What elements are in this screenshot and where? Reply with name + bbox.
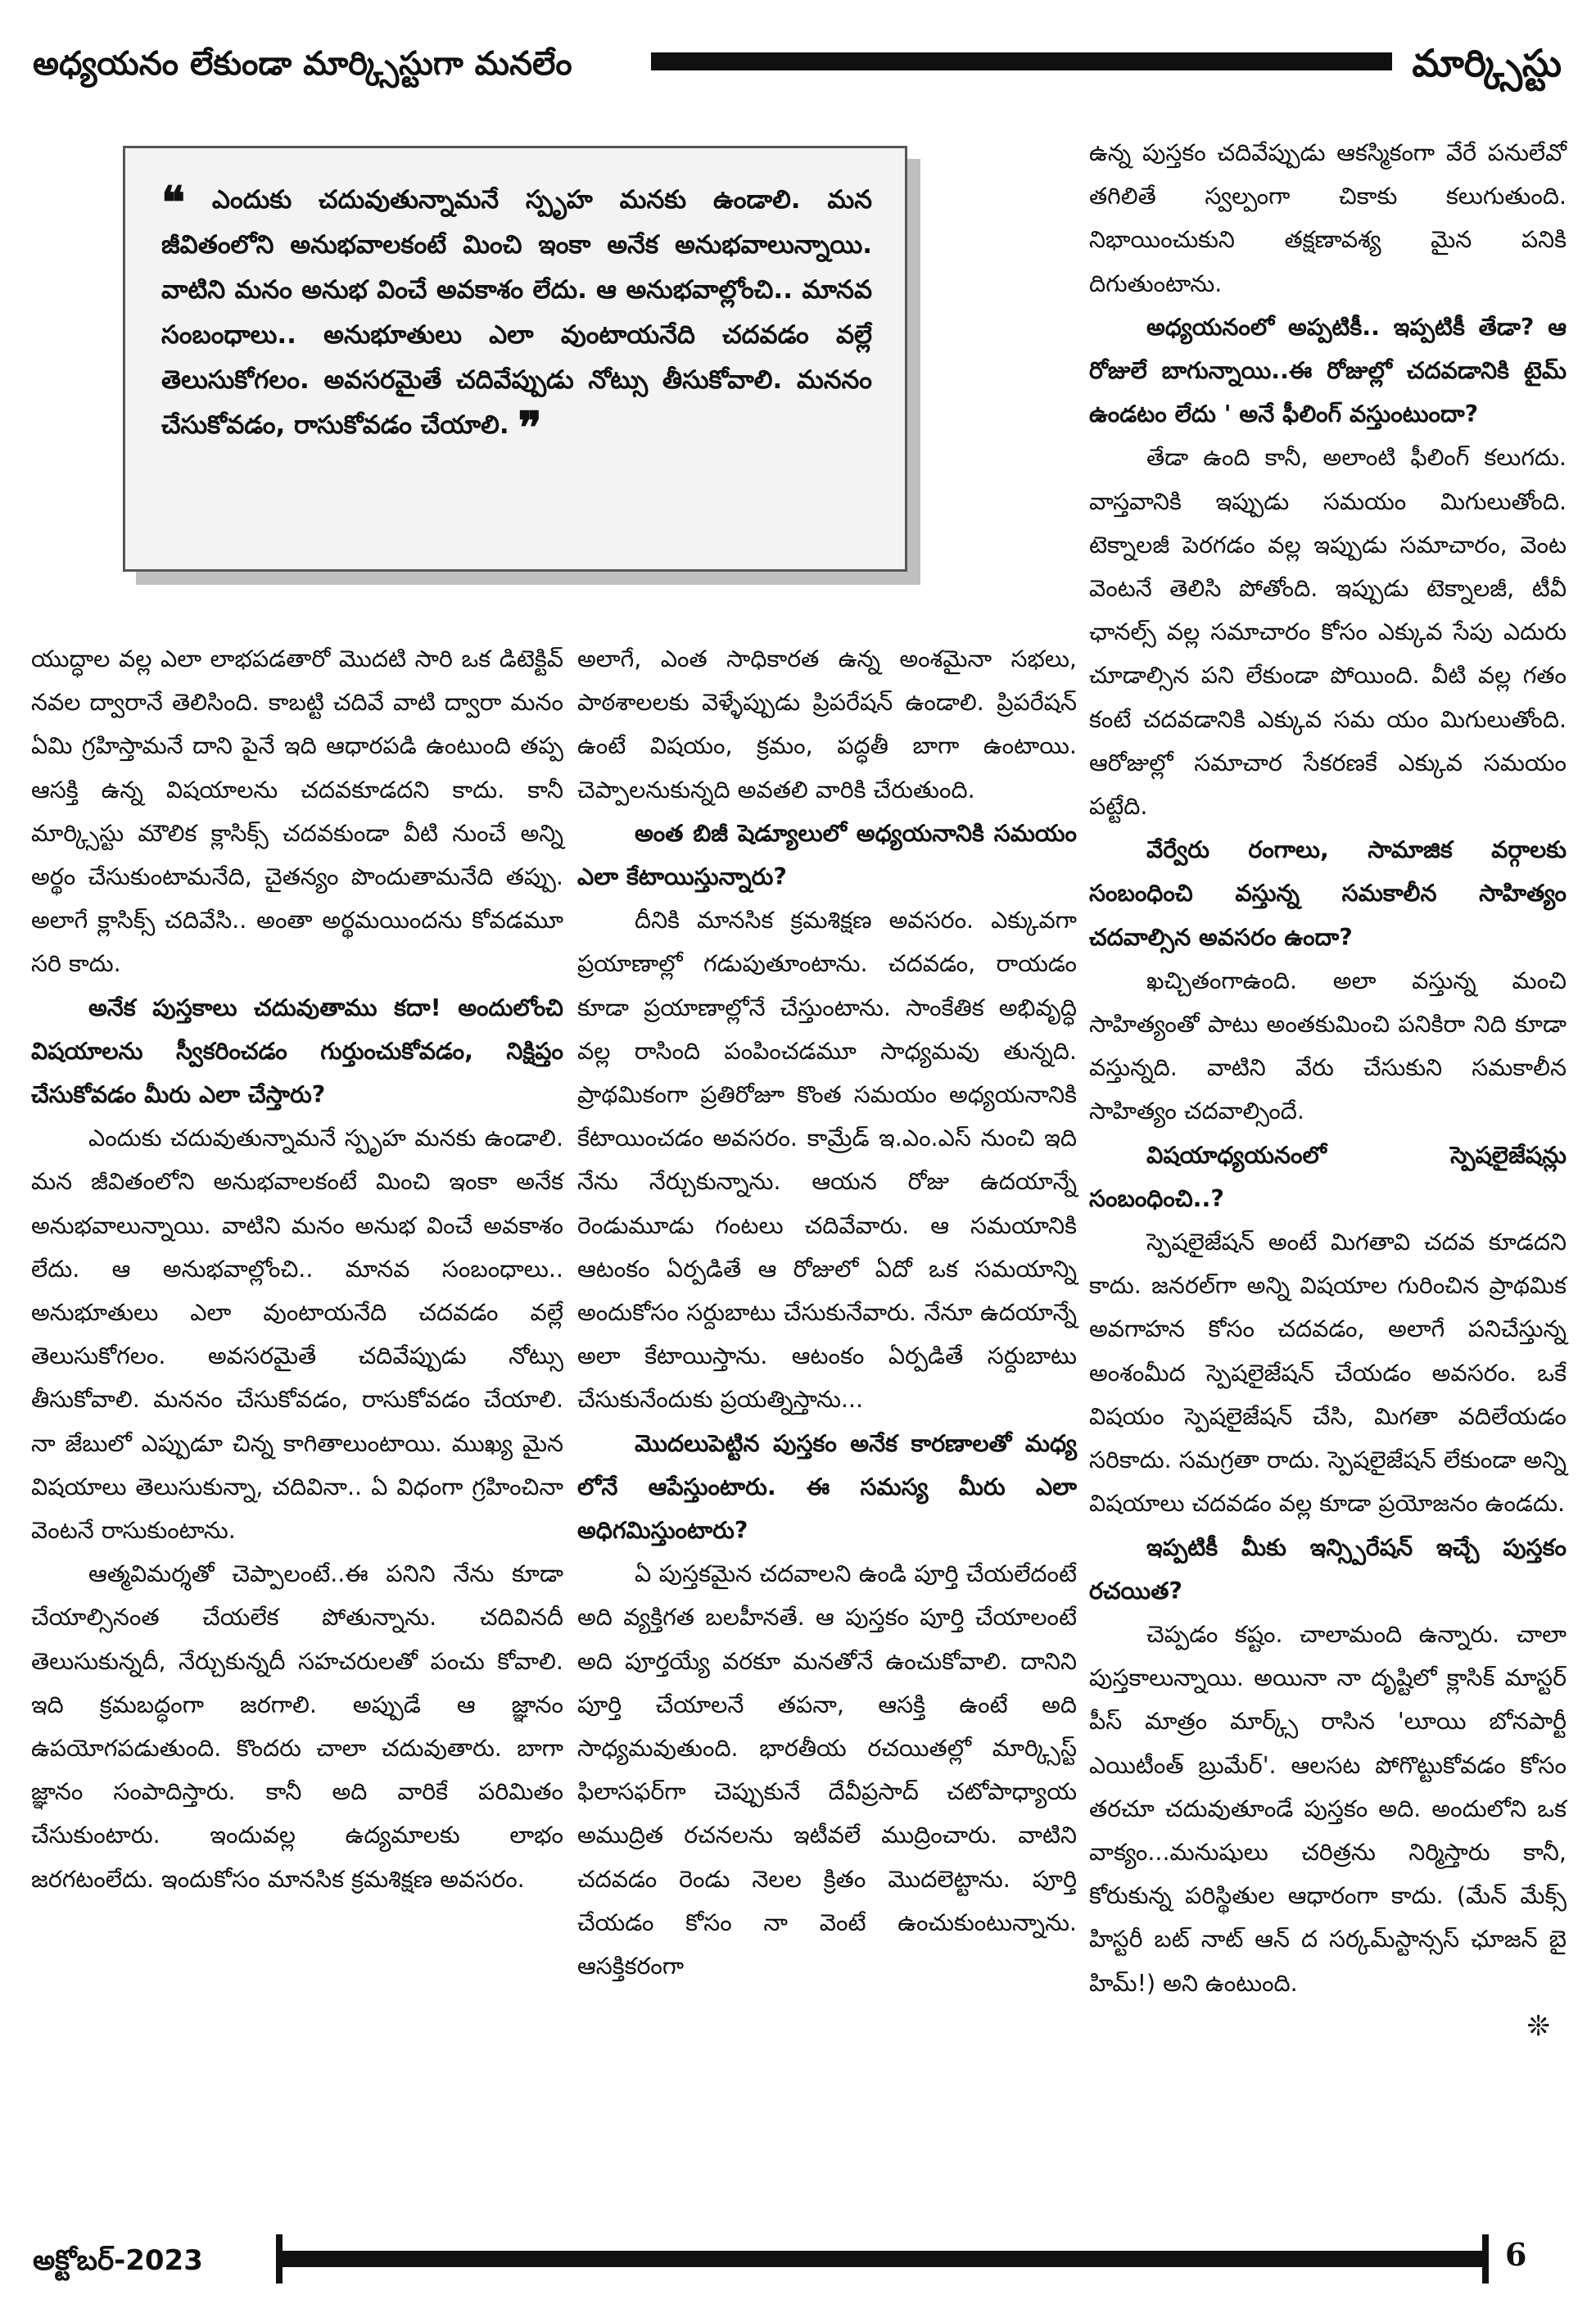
close-quote-icon: ❞ <box>518 401 542 454</box>
footer-rule-cap <box>1482 2234 1489 2284</box>
page-number: 6 <box>1505 2236 1527 2273</box>
pull-quote <box>161 176 872 454</box>
article-column-2 <box>577 637 1077 1988</box>
interview-question: అంత బిజీ షెడ్యూలులో అధ్యయనానికి సమయం ఎలా కేటాయిస్తున్నారు? <box>577 819 1077 891</box>
interview-question: అధ్యయనంలో అప్పటికీ.. ఇప్పటికీ తేడా? ఆ రోజులే బాగున్నాయి..ఈ రోజుల్లో చదవడానికి టైమ్ ఉండటం లేదు ' అనే ఫీలింగ్ వస్తుంటుందా? <box>1089 313 1567 428</box>
paragraph: ఖచ్చితంగాఉంది. అలా వస్తున్న మంచి సాహిత్యంతో పాటు అంతకుమించి పనికిరా నిది కూడా వస్తున్నది. వాటిని వేరు చేసుకుని సమకాలీన సాహిత్యం చదవాల్సిందే. <box>1089 966 1567 1125</box>
magazine-name: మార్క్సిస్టు <box>1412 41 1562 85</box>
paragraph: చెప్పడం కష్టం. చాలామంది ఉన్నారు. చాలా పుస్తకాలున్నాయి. అయినా నా దృష్టిలో క్లాసిక్ మాస్టర్ పీస్ మాత్రం మార్క్స్ రాసిన 'లూయి బోనపార్టీ ఎయిటీంత్ బ్రుమేర్'. ఆలసట పోగొట్టుకోవడం కోసం తరచూ చదువుతూండే పుస్తకం అది. అందులోని ఒక వాక్యం...మనుషులు చరిత్రను నిర్మిస్తారు కానీ, కోరుకున్న పరిస్థితుల ఆధారంగా కాదు. (మేన్ మేక్స్ హిస్టరీ బట్ నాట్ ఆన్ ద సర్కమ్‌స్టాన్సస్ ఛూజన్ బై హిమ్!) అని ఉంటుంది. <box>1089 1620 1567 1997</box>
article-column-3 <box>1089 131 1567 2048</box>
interview-question: ఇప్పటికీ మీకు ఇన్స్పిరేషన్ ఇచ్చే పుస్తకం రచయిత? <box>1089 1533 1567 1605</box>
header-rule <box>651 52 1392 70</box>
running-head-title: అధ్యయనం లేకుండా మార్క్సిస్టుగా మనలేం <box>33 45 572 83</box>
article-column-1 <box>31 637 563 1901</box>
paragraph: దీనికి మానసిక క్రమశిక్షణ అవసరం. ఎక్కువగా ప్రయాణాల్లో గడుపుతూంటాను. చదవడం, రాయడం కూడా ప్రయాణాల్లోనే చేస్తుంటాను. సాంకేతిక అభివృద్ధి వల్ల రాసింది పంపించడమూ సాధ్యమవు తున్నది. ప్రాథమికంగా ప్రతిరోజూ కొంత సమయం అధ్యయనానికి కేటాయించడం అవసరం. కామ్రేడ్ ఇ.ఎం.ఎస్ నుంచి ఇది నేను నేర్చుకున్నాను. ఆయన రోజు ఉదయాన్నే రెండుమూడు గంటలు చదివేవారు. ఆ సమయానికి ఆటంకం ఏర్పడితే ఆ రోజులో ఏదో ఒక సమయాన్ని అందుకోసం సర్దుబాటు చేసుకునేవారు. నేనూ ఉదయాన్నే అలా కేటాయిస్తాను. ఆటంకం ఏర్పడితే సర్దుబాటు చేసుకునేందుకు ప్రయత్నిస్తాను... <box>577 907 1077 1414</box>
paragraph: ఏ పుస్తకమైన చదవాలని ఉండి పూర్తి చేయలేదంటే అది వ్యక్తిగత బలహీనతే. ఆ పుస్తకం పూర్తి చేయాలంటే అది పూర్తయ్యే వరకూ మనతోనే ఉంచుకోవాలి. దానిని పూర్తి చేయాలనే తపనా, ఆసక్తి ఉంటే అది సాధ్యమవుతుంది. భారతీయ రచయితల్లో మార్క్సిస్ట్ ఫిలాసఫర్‌గా చెప్పుకునే దేవీప్రసాద్ చటోపాధ్యాయ అముద్రిత రచనలను ఇటీవలే ముద్రించారు. వాటిని చదవడం రెండు నెలల క్రితం మొదలెట్టాను. పూర్తి చేయడం కోసం నా వెంటే ఉంచుకుంటున్నాను. ఆసక్తికరంగా <box>577 1560 1077 1980</box>
paragraph: ఉన్న పుస్తకం చదివేప్పుడు ఆకస్మికంగా వేరే పనులేవో తగిలితే స్వల్పంగా చికాకు కలుగుతుంది. నిభాయించుకుని తక్షణావశ్య మైన పనికి దిగుతుంటాను. <box>1089 139 1567 297</box>
pull-quote-box <box>123 146 907 572</box>
paragraph: అలాగే, ఎంత సాధికారత ఉన్న అంశమైనా సభలు, పాఠశాలలకు వెళ్ళేప్పుడు ప్రిపరేషన్ ఉండాలి. ప్రిపరేషన్ ఉంటే విషయం, క్రమం, పద్ధతీ బాగా ఉంటాయి. చెప్పాలనుకున్నది అవతలి వారికి చేరుతుంది. <box>577 645 1077 803</box>
paragraph: యుద్ధాల వల్ల ఎలా లాభపడతారో మొదటి సారి ఒక డిటెక్టివ్ నవల ద్వారానే తెలిసింది. కాబట్టి చదివే వాటి ద్వారా మనం ఏమి గ్రహిస్తామనే దాని పైనే ఇది ఆధారపడి ఉంటుంది తప్ప ఆసక్తి ఉన్న విషయాలను చదవకూడదని కాదు. కానీ మార్క్సిస్టు మౌలిక క్లాసిక్స్ చదవకుండా వీటి నుంచే అన్ని అర్థం చేసుకుంటామనేది, చైతన్యం పొందుతామనేది తప్పు. అలాగే క్లాసిక్స్ చదివేసి.. అంతా అర్థమయిందను కోవడమూ సరి కాదు. <box>31 645 563 978</box>
paragraph: స్పెషలైజేషన్ అంటే మిగతావి చదవ కూడదని కాదు. జనరల్‌గా అన్ని విషయాల గురించిన ప్రాథమిక అవగాహన కోసం చదవడం, అలాగే పనిచేస్తున్న అంశంమీద స్పెషలైజేషన్ చేయడం అవసరం. ఒకే విషయం స్పెషలైజేషన్ చేసి, మిగతా వదిలేయడం సరికాదు. సమగ్రతా రాదు. స్పెషలైజేషన్ లేకుండా అన్ని విషయాలు చదవడం వల్ల కూడా ప్రయోజనం ఉండదు. <box>1089 1229 1567 1518</box>
paragraph: ఆత్మవిమర్శతో చెప్పాలంటే..ఈ పనిని నేను కూడా చేయాల్సినంత చేయలేక పోతున్నాను. చదివినదీ తెలుసుకున్నదీ, నేర్చుకున్నదీ సహచరులతో పంచు కోవాలి. ఇది క్రమబద్ధంగా జరగాలి. అప్పుడే ఆ జ్ఞానం ఉపయోగపడుతుంది. కొందరు చాలా చదువుతారు. బాగా జ్ఞానం సంపాదిస్తారు. కానీ అది వారికే పరిమితం చేసుకుంటారు. ఇందువల్ల ఉద్యమాలకు లాభం జరగటంలేదు. ఇందుకోసం మానసిక క్రమశిక్షణ అవసరం. <box>31 1560 563 1893</box>
issue-date: అక్టోబర్-2023 <box>33 2244 203 2277</box>
paragraph: తేడా ఉంది కానీ, అలాంటి ఫీలింగ్ కలుగదు. వాస్తవానికి ఇప్పుడు సమయం మిగులుతోంది. టెక్నాలజీ పెరగడం వల్ల ఇప్పుడు సమాచారం, వెంట వెంటనే తెలిసి పోతోంది. ఇప్పుడు టెక్నాలజీ, టీవీ ఛానల్స్ వల్ల సమాచారం కోసం ఎక్కువ సేపు ఎదురు చూడాల్సిన పని లేకుండా పోయింది. వీటి వల్ల గతం కంటే చదవడానికి ఎక్కువ సమ యం మిగులుతోంది. ఆరోజుల్లో సమాచార సేకరణకే ఎక్కువ సమయం పట్టేది. <box>1089 444 1567 821</box>
footer-rule <box>283 2251 1482 2267</box>
interview-question: వేర్వేరు రంగాలు, సామాజిక వర్గాలకు సంబంధించి వస్తున్న సమకాలీన సాహిత్యం చదవాల్సిన అవసరం ఉందా? <box>1089 836 1567 951</box>
paragraph: ఎందుకు చదువుతున్నామనే స్పృహ మనకు ఉండాలి. మన జీవితంలోని అనుభవాలకంటే మించి ఇంకా అనేక అనుభవాలున్నాయి. వాటిని మనం అనుభ వించే అవకాశం లేదు. ఆ అనుభవాల్లోంచి.. మానవ సంబంధాలు.. అనుభూతులు ఎలా వుంటాయనేది చదవడం వల్లే తెలుసుకోగలం. అవసరమైతే చదివేప్పుడు నోట్సు తీసుకోవాలి. మననం చేసుకోవడం, రాసుకోవడం చేయాలి. నా జేబులో ఎప్పుడూ చిన్న కాగితాలుంటాయి. ముఖ్య మైన విషయాలు తెలుసుకున్నా, చదివినా.. ఏ విధంగా గ్రహించినా వెంటనే రాసుకుంటాను. <box>31 1125 563 1545</box>
interview-question: విషయాధ్యయనంలో స్పెషలైజేషన్లు సంబంధించి..? <box>1089 1141 1567 1212</box>
open-quote-icon: ❝ <box>161 176 186 229</box>
interview-question: మొదలుపెట్టిన పుస్తకం అనేక కారణాలతో మధ్య లోనే ఆపేస్తుంటారు. ఈ సమస్య మీరు ఎలా అధిగమిస్తుంటారు? <box>577 1429 1077 1545</box>
pull-quote-text: ఎందుకు చదువుతున్నామనే స్పృహ మనకు ఉండాలి. మన జీవితంలోని అనుభవాలకంటే మించి ఇంకా అనేక అనుభవాలున్నాయి. వాటిని మనం అనుభ వించే అవకాశం లేదు. ఆ అనుభవాల్లోంచి.. మానవ సంబంధాలు.. అనుభూతులు ఎలా వుంటాయనేది చదవడం వల్లే తెలుసుకోగలం. అవసరమైతే చదివేప్పుడు నోట్సు తీసుకోవాలి. మననం చేసుకోవడం, రాసుకోవడం చేయాలి. <box>161 185 872 440</box>
interview-question: అనేక పుస్తకాలు చదువుతాము కదా! అందులోంచి విషయాలను స్వీకరించడం గుర్తుంచుకోవడం, నిక్షిప్తం చేసుకోవడం మీరు ఎలా చేస్తారు? <box>31 994 563 1109</box>
footer-rule-cap <box>276 2234 283 2284</box>
asterism-icon: ❊ <box>1526 2009 1550 2043</box>
